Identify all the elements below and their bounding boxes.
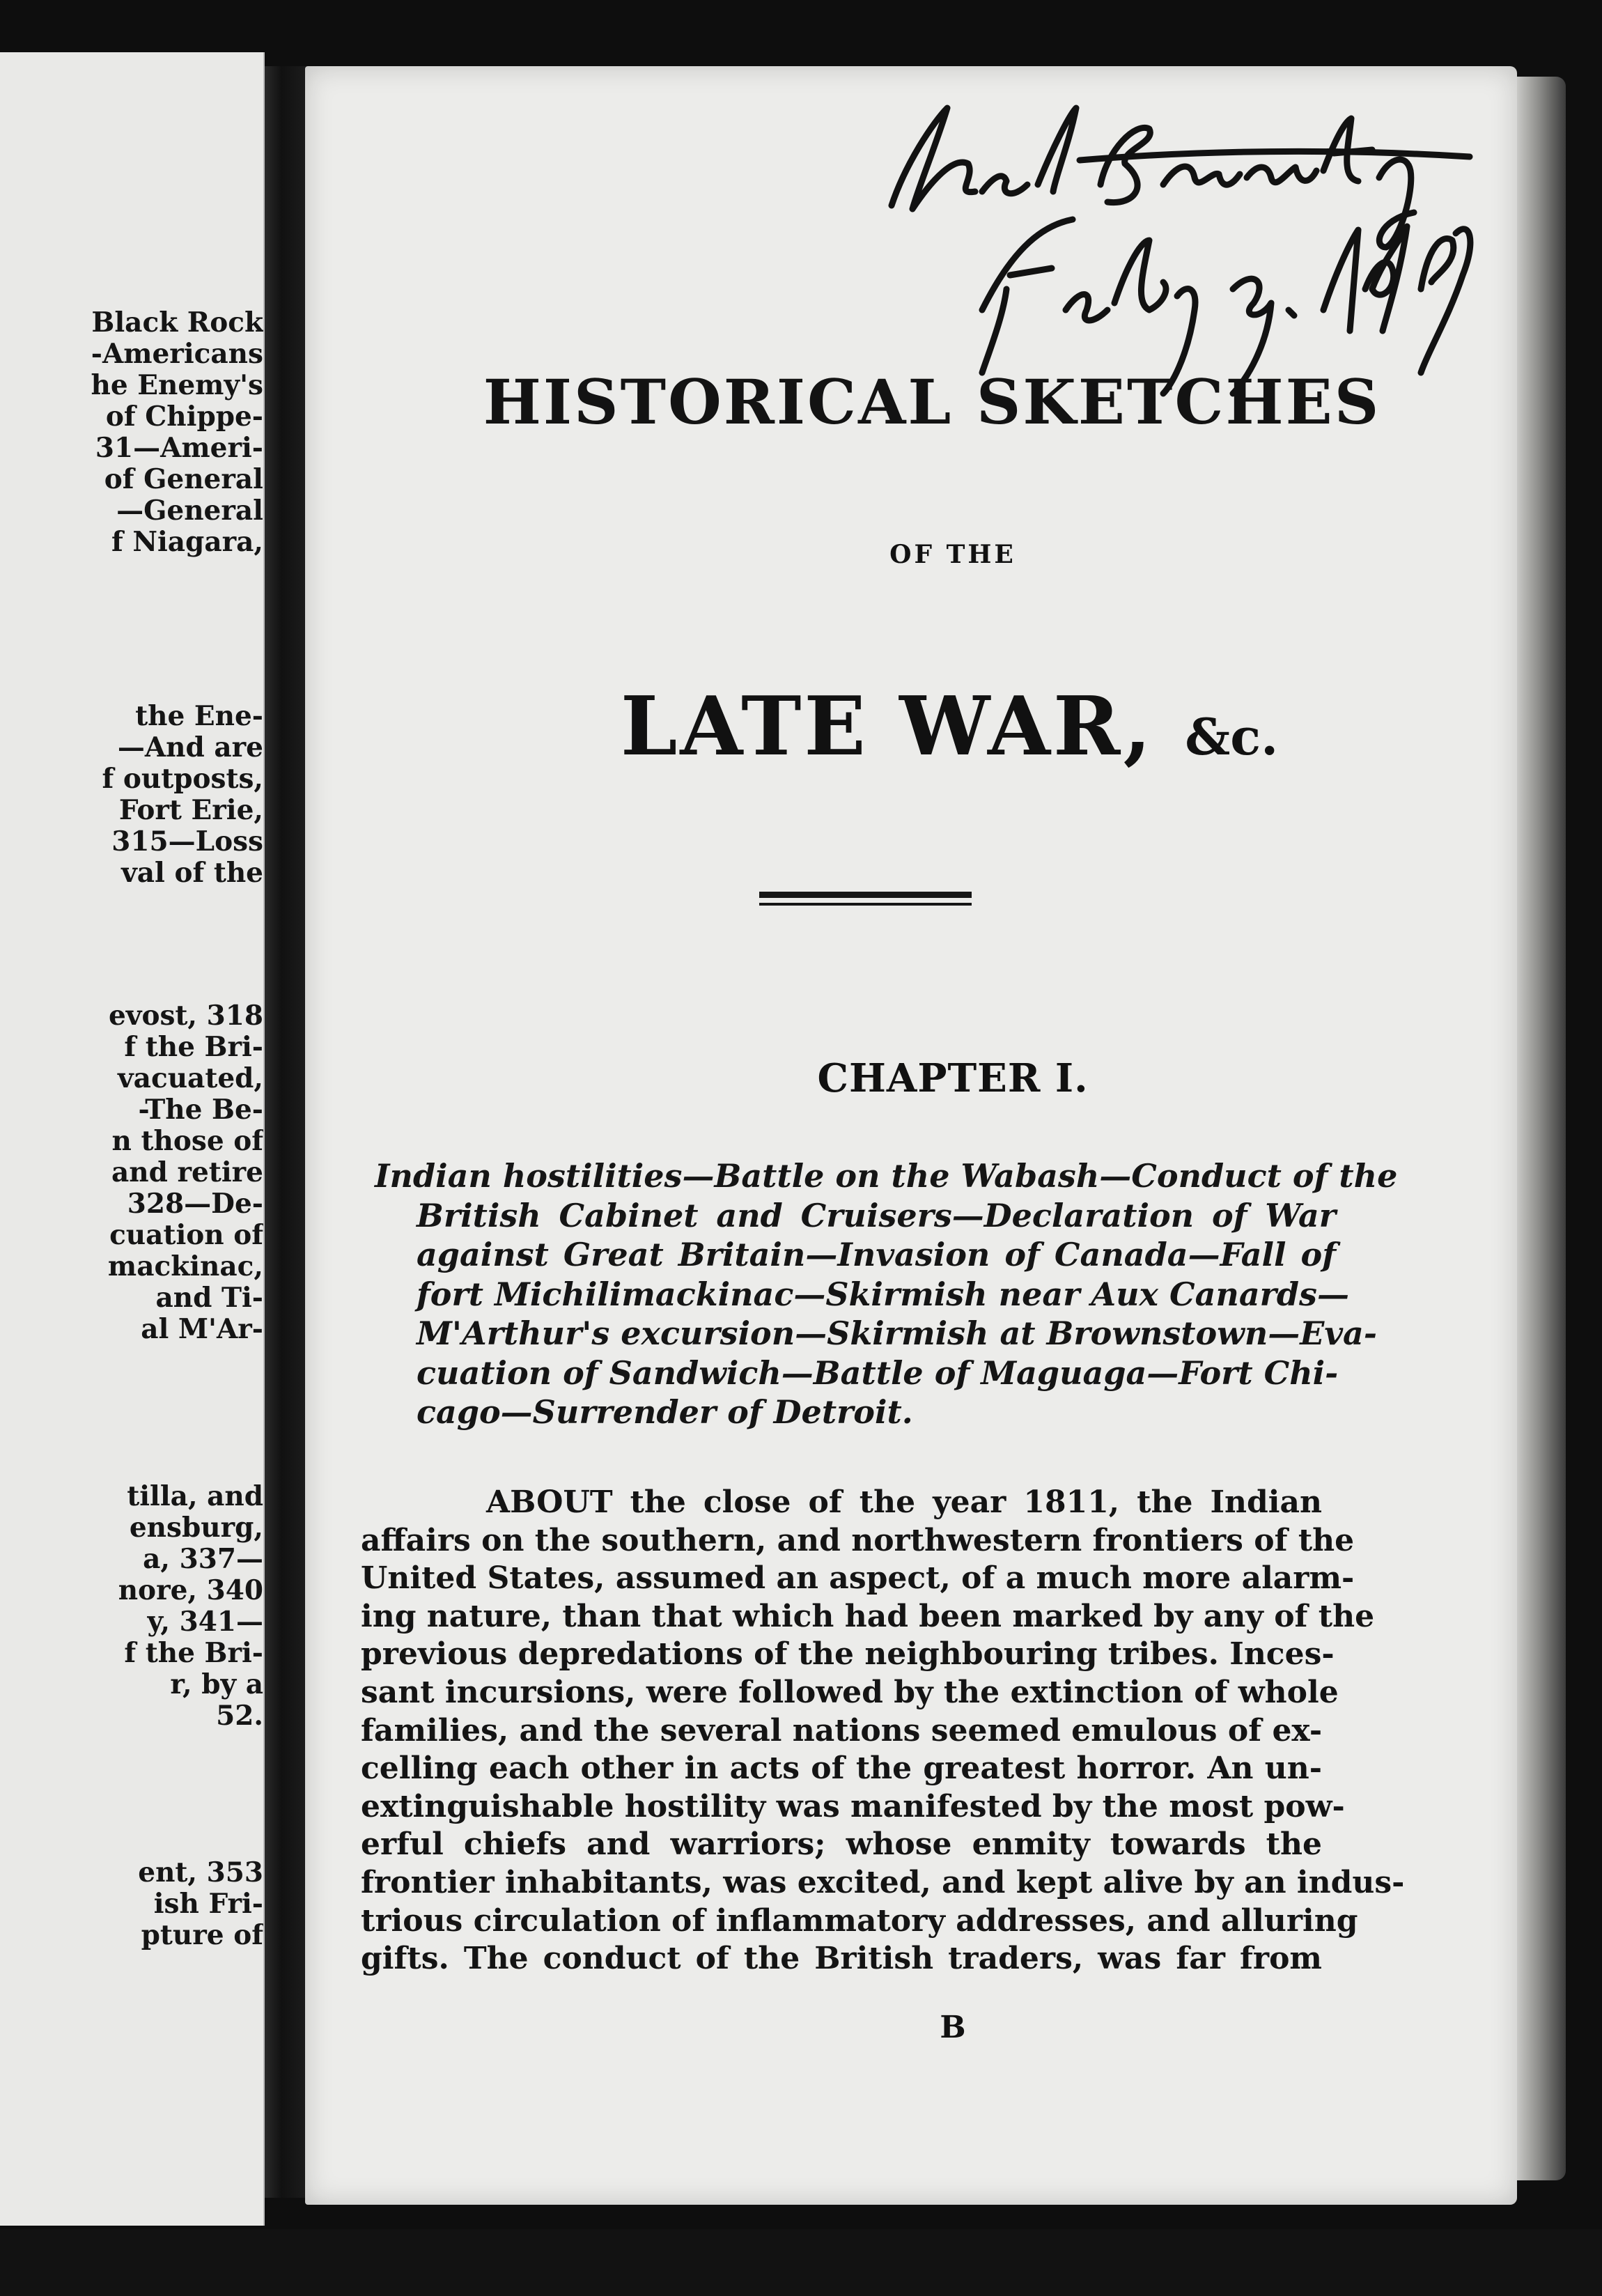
left-page-line: pture of (141, 1919, 263, 1951)
book-title-etc: &c. (1185, 707, 1279, 766)
left-page-line: ensburg, (129, 1512, 263, 1544)
summary-line: cuation of Sandwich—Battle of Maguaga—Fort Chi- (417, 1353, 1339, 1392)
left-page-line: -The Be- (138, 1094, 263, 1126)
left-page-line: f outposts, (102, 763, 263, 795)
body-line: sant incursions, were followed by the extinction of whole (361, 1674, 1339, 1710)
summary-line: M'Arthur's excursion—Skirmish at Brownstown—Eva- (417, 1314, 1377, 1352)
book-title-main: LATE WAR, (620, 679, 1154, 774)
left-facing-page (0, 52, 265, 2226)
left-page-line: of General (104, 463, 263, 495)
left-page-line: Black Rock (91, 307, 263, 339)
body-line: extinguishable hostility was manifested by the most pow- (361, 1788, 1345, 1824)
left-page-line: f the Bri- (124, 1031, 263, 1063)
summary-line: against Great Britain—Invasion of Canada—Fall of (417, 1236, 1336, 1273)
summary-line: fort Michilimackinac—Skirmish near Aux Canards— (417, 1275, 1349, 1313)
left-page-line: nore, 340 (118, 1574, 263, 1606)
body-line: ABOUT the close of the year 1811, the Indian (486, 1484, 1322, 1520)
left-page-line: a, 337— (143, 1543, 263, 1575)
signature-mark: B (940, 2010, 966, 2045)
body-line: frontier inhabitants, was excited, and kept alive by an indus- (361, 1864, 1405, 1900)
body-line: families, and the several nations seemed emulous of ex- (361, 1712, 1323, 1748)
book-gutter (265, 66, 306, 2198)
left-page-line: 315—Loss (111, 825, 263, 858)
left-page-line: the Ene- (135, 700, 263, 732)
left-page-line: -Americans (91, 338, 263, 370)
page-edge (1517, 77, 1566, 2180)
left-page-line: vacuated, (118, 1062, 263, 1094)
body-line: United States, assumed an aspect, of a much more alarm- (361, 1560, 1355, 1597)
rule-thick-line (759, 892, 972, 898)
body-line: celling each other in acts of the greatest horror. An un- (361, 1751, 1322, 1787)
left-page-line: 52. (216, 1700, 263, 1732)
decorative-rule (759, 892, 972, 908)
body-line: affairs on the southern, and northwestern frontiers of the (361, 1522, 1355, 1558)
body-line: ing nature, than that which had been marked by any of the (361, 1598, 1375, 1634)
left-page-line: val of the (121, 857, 263, 889)
left-page-line: Fort Erie, (118, 794, 263, 826)
left-page-line: of Chippe- (105, 401, 263, 433)
chapter-heading: CHAPTER I. (817, 1055, 1089, 1101)
left-page-line: 31—Ameri- (95, 432, 263, 464)
left-page-line: evost, 318 (108, 1000, 263, 1032)
left-page-line: —General (116, 495, 263, 527)
summary-line: British Cabinet and Cruisers—Declaration of War (417, 1196, 1336, 1234)
rule-thin-line (759, 903, 972, 906)
summary-line: cago—Surrender of Detroit. (417, 1393, 913, 1431)
left-page-line: and Ti- (155, 1282, 263, 1314)
left-page-line: r, by a (170, 1668, 263, 1700)
left-page-line: he Enemy's (91, 369, 263, 401)
left-page-line: f Niagara, (111, 526, 263, 558)
book-title-line-1: HISTORICAL SKETCHES (483, 366, 1381, 438)
left-page-line: ent, 353 (138, 1856, 263, 1888)
scan-bottom-border (0, 2229, 1602, 2296)
body-line: trious circulation of inflammatory addresses, and alluring (361, 1902, 1358, 1939)
left-page-line: al M'Ar- (141, 1313, 263, 1345)
left-page-line: mackinac, (107, 1250, 263, 1282)
book-title-line-3 (305, 679, 1517, 774)
left-page-line: f the Bri- (124, 1637, 263, 1669)
body-line: gifts. The conduct of the British traders, was far from (361, 1941, 1322, 1977)
left-page-line: and retire (111, 1156, 263, 1188)
body-line: erful chiefs and warriors; whose enmity towards the (361, 1826, 1322, 1863)
chapter-body-text (361, 1484, 1405, 1978)
book-title-line-2: OF THE (889, 540, 1016, 569)
left-page-line: y, 341— (147, 1606, 263, 1638)
chapter-summary (375, 1156, 1398, 1432)
left-page-line: ish Fri- (153, 1888, 263, 1920)
left-page-line: —And are (117, 731, 263, 763)
left-page-line: 328—De- (127, 1188, 263, 1220)
body-line: previous depredations of the neighbouring tribes. Inces- (361, 1636, 1335, 1673)
summary-line: Indian hostilities—Battle on the Wabash—Conduct of the (375, 1157, 1398, 1195)
left-page-line: tilla, and (127, 1480, 263, 1512)
left-page-line: cuation of (109, 1219, 263, 1251)
left-page-line: n those of (111, 1125, 263, 1157)
